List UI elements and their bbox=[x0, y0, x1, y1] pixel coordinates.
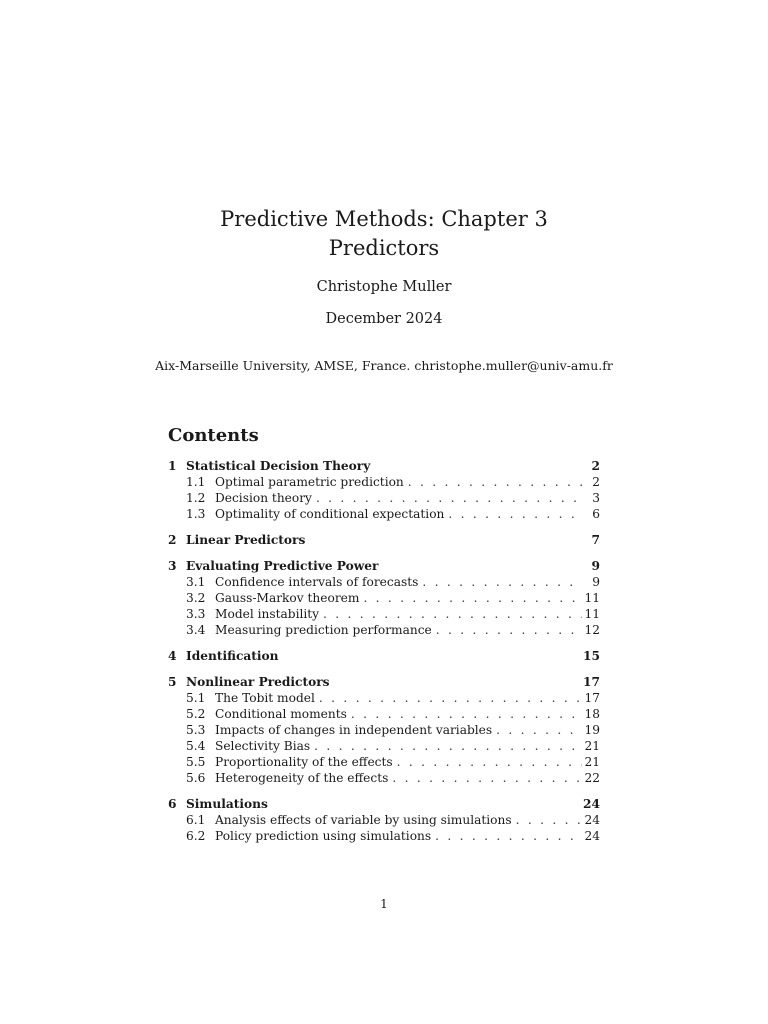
toc-subsection-page: 19 bbox=[584, 723, 600, 737]
toc-subsection-number: 5.2 bbox=[186, 707, 206, 721]
toc-subsection-page: 24 bbox=[584, 829, 600, 843]
toc-section-title: Statistical Decision Theory bbox=[186, 459, 371, 473]
toc-subsection-title: Model instability bbox=[215, 607, 320, 621]
toc-subsection-number: 3.4 bbox=[186, 623, 206, 637]
toc-subsection-page: 24 bbox=[584, 813, 600, 827]
toc-subsection-page: 21 bbox=[584, 755, 600, 769]
toc-leader-dots bbox=[388, 770, 582, 786]
toc-subsection-page: 12 bbox=[584, 623, 600, 637]
toc-subsection-number: 1.2 bbox=[186, 491, 206, 505]
toc-subsection-entry[interactable] bbox=[168, 828, 600, 844]
toc-section-page: 17 bbox=[583, 675, 600, 689]
toc-section-number: 2 bbox=[168, 533, 177, 547]
author: Christophe Muller bbox=[316, 279, 452, 295]
toc-leader-dots bbox=[347, 706, 582, 722]
toc-section-number: 6 bbox=[168, 797, 177, 811]
toc-section bbox=[168, 558, 600, 638]
toc-section-entry[interactable] bbox=[168, 796, 600, 812]
toc-subsection-number: 5.3 bbox=[186, 723, 206, 737]
toc-subsection-number: 1.1 bbox=[186, 475, 206, 489]
document-title bbox=[0, 205, 768, 263]
toc-subsection-page: 22 bbox=[584, 771, 600, 785]
table-of-contents bbox=[168, 458, 600, 854]
toc-subsection-entry[interactable] bbox=[168, 738, 600, 754]
toc-subsection-page: 11 bbox=[584, 591, 600, 605]
toc-section-page: 9 bbox=[591, 559, 600, 573]
toc-subsection-entry[interactable] bbox=[168, 690, 600, 706]
toc-section-entry[interactable] bbox=[168, 558, 600, 574]
toc-subsection-page: 3 bbox=[592, 491, 600, 505]
toc-subsection-page: 9 bbox=[592, 575, 600, 589]
toc-section bbox=[168, 674, 600, 786]
toc-subsection-title: Optimality of conditional expectation bbox=[215, 507, 445, 521]
toc-subsection-entry[interactable] bbox=[168, 590, 600, 606]
toc-subsection-title: Selectivity Bias bbox=[215, 739, 311, 753]
toc-subsection-number: 6.2 bbox=[186, 829, 206, 843]
toc-leader-dots bbox=[444, 506, 582, 522]
toc-section-page: 15 bbox=[583, 649, 600, 663]
toc-subsection-entry[interactable] bbox=[168, 722, 600, 738]
toc-leader-dots bbox=[315, 690, 582, 706]
toc-leader-dots bbox=[359, 590, 582, 606]
toc-section-entry[interactable] bbox=[168, 648, 600, 664]
toc-subsection-number: 3.2 bbox=[186, 591, 206, 605]
toc-subsection-title: The Tobit model bbox=[215, 691, 315, 705]
toc-section bbox=[168, 648, 600, 664]
toc-subsection-page: 6 bbox=[592, 507, 600, 521]
title-line-1: Predictive Methods: Chapter 3 bbox=[220, 207, 548, 231]
toc-section bbox=[168, 532, 600, 548]
toc-leader-dots bbox=[312, 490, 582, 506]
toc-subsection-title: Gauss-Markov theorem bbox=[215, 591, 360, 605]
page-number: 1 bbox=[380, 897, 388, 911]
contents-heading: Contents bbox=[168, 425, 259, 446]
toc-leader-dots bbox=[319, 606, 582, 622]
title-line-2: Predictors bbox=[328, 236, 440, 260]
toc-leader-dots bbox=[404, 474, 582, 490]
toc-subsection-title: Heterogeneity of the effects bbox=[215, 771, 389, 785]
date: December 2024 bbox=[325, 311, 443, 327]
toc-subsection-page: 11 bbox=[584, 607, 600, 621]
toc-section bbox=[168, 796, 600, 844]
toc-subsection-entry[interactable] bbox=[168, 812, 600, 828]
toc-subsection-entry[interactable] bbox=[168, 606, 600, 622]
toc-subsection-number: 1.3 bbox=[186, 507, 206, 521]
toc-subsection-number: 6.1 bbox=[186, 813, 206, 827]
toc-section-title: Evaluating Predictive Power bbox=[186, 559, 379, 573]
toc-subsection-page: 21 bbox=[584, 739, 600, 753]
toc-subsection-title: Confidence intervals of forecasts bbox=[215, 575, 419, 589]
toc-subsection-entry[interactable] bbox=[168, 754, 600, 770]
toc-subsection-number: 3.1 bbox=[186, 575, 206, 589]
toc-subsection-page: 17 bbox=[584, 691, 600, 705]
toc-section-entry[interactable] bbox=[168, 674, 600, 690]
toc-subsection-title: Conditional moments bbox=[215, 707, 347, 721]
toc-subsection-number: 5.4 bbox=[186, 739, 206, 753]
toc-leader-dots bbox=[310, 738, 582, 754]
affiliation: Aix-Marseille University, AMSE, France. christophe.muller@univ-amu.fr bbox=[155, 358, 613, 373]
toc-section-title: Linear Predictors bbox=[186, 533, 306, 547]
toc-subsection-title: Impacts of changes in independent variables bbox=[215, 723, 493, 737]
toc-subsection-page: 18 bbox=[584, 707, 600, 721]
toc-subsection-title: Analysis effects of variable by using simulations bbox=[215, 813, 512, 827]
toc-subsection-title: Decision theory bbox=[215, 491, 312, 505]
toc-subsection-title: Measuring prediction performance bbox=[215, 623, 432, 637]
toc-subsection-title: Policy prediction using simulations bbox=[215, 829, 432, 843]
toc-subsection-entry[interactable] bbox=[168, 506, 600, 522]
toc-subsection-entry[interactable] bbox=[168, 770, 600, 786]
toc-section-page: 2 bbox=[591, 459, 600, 473]
toc-section-page: 7 bbox=[591, 533, 600, 547]
toc-subsection-title: Optimal parametric prediction bbox=[215, 475, 404, 489]
toc-subsection-number: 3.3 bbox=[186, 607, 206, 621]
toc-subsection-entry[interactable] bbox=[168, 706, 600, 722]
toc-section-number: 3 bbox=[168, 559, 177, 573]
toc-section-title: Identification bbox=[186, 649, 279, 663]
toc-section-number: 5 bbox=[168, 675, 177, 689]
toc-leader-dots bbox=[393, 754, 582, 770]
toc-leader-dots bbox=[492, 722, 582, 738]
toc-section-number: 1 bbox=[168, 459, 177, 473]
toc-subsection-number: 5.5 bbox=[186, 755, 206, 769]
toc-subsection-number: 5.6 bbox=[186, 771, 206, 785]
toc-leader-dots bbox=[418, 574, 582, 590]
toc-subsection-entry[interactable] bbox=[168, 490, 600, 506]
toc-subsection-entry[interactable] bbox=[168, 622, 600, 638]
toc-section-title: Simulations bbox=[186, 797, 268, 811]
toc-section bbox=[168, 458, 600, 522]
toc-section-entry[interactable] bbox=[168, 532, 600, 548]
toc-subsection-entry[interactable] bbox=[168, 574, 600, 590]
toc-subsection-entry[interactable] bbox=[168, 474, 600, 490]
toc-subsection-title: Proportionality of the effects bbox=[215, 755, 393, 769]
toc-section-page: 24 bbox=[583, 797, 600, 811]
toc-section-title: Nonlinear Predictors bbox=[186, 675, 330, 689]
toc-subsection-page: 2 bbox=[592, 475, 600, 489]
toc-section-number: 4 bbox=[168, 649, 177, 663]
toc-leader-dots bbox=[431, 828, 582, 844]
toc-leader-dots bbox=[432, 622, 582, 638]
toc-leader-dots bbox=[512, 812, 582, 828]
toc-section-entry[interactable] bbox=[168, 458, 600, 474]
toc-subsection-number: 5.1 bbox=[186, 691, 206, 705]
